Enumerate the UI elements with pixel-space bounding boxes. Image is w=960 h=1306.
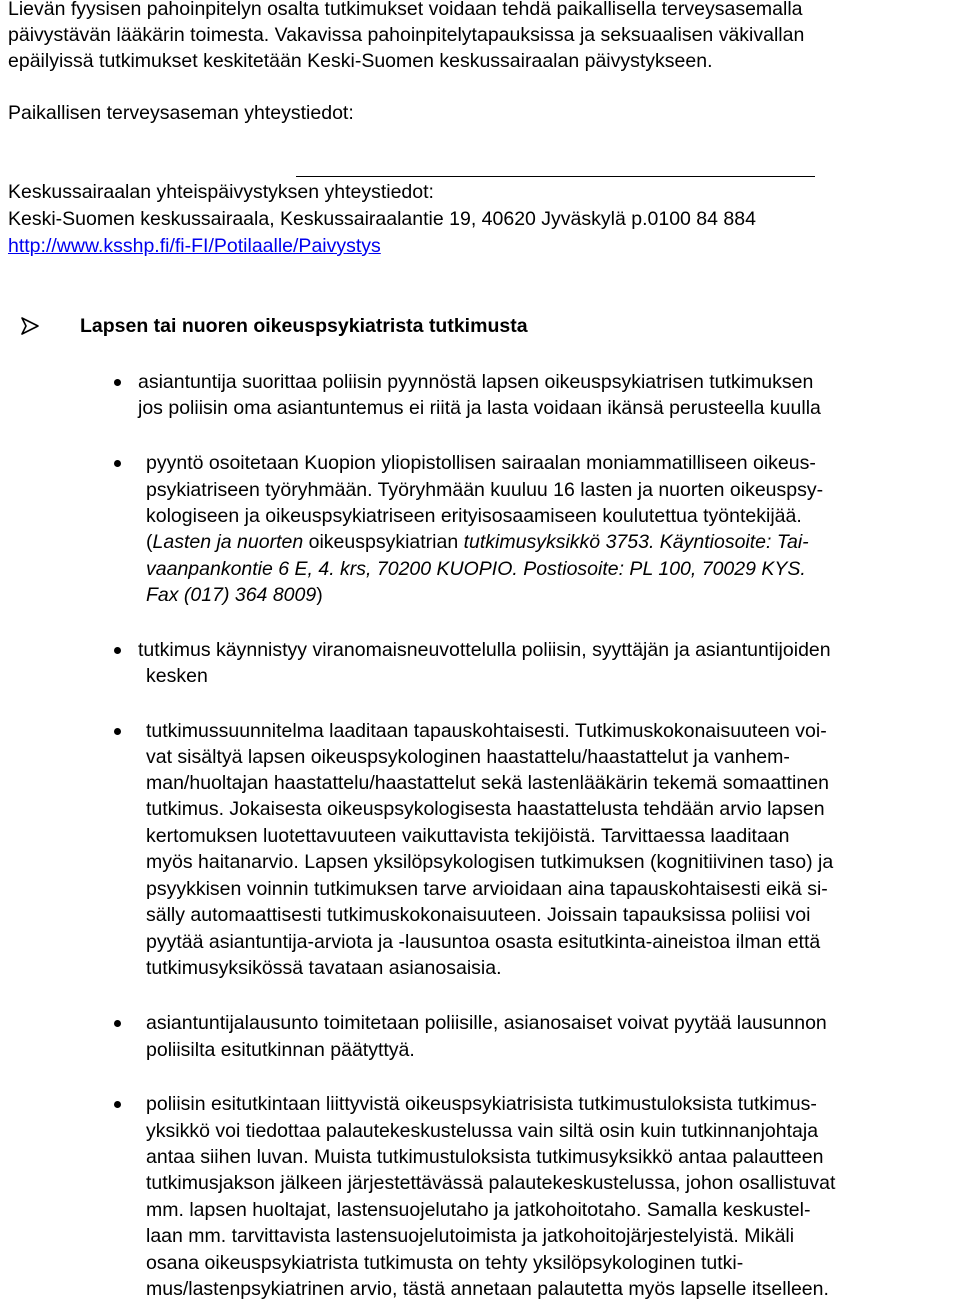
- list-item-line: laan mm. tarvittavista lastensuojelutoimista ja jatkohoitojärjestelyistä. Mikäli: [146, 1225, 795, 1247]
- list-item-line: poliisilta esitutkinnan päätyttyä.: [146, 1039, 415, 1061]
- list-item-line: tutkimusyksikössä tavataan asianosaisia.: [146, 957, 502, 979]
- intro-line: Lievän fyysisen pahoinpitelyn osalta tutkimukset voidaan tehdä paikallisella terveysasemalla: [8, 0, 803, 20]
- list-item-line: asiantuntija suorittaa poliisin pyynnöstä lapsen oikeuspsykiatrisen tutkimuksen: [138, 371, 814, 393]
- bullet-icon: [114, 1020, 121, 1027]
- bullet-icon: [114, 1101, 121, 1108]
- list-item-line: kologiseen ja oikeuspsykiatriseen erityisosaamiseen koulutettua työntekijää.: [146, 505, 802, 527]
- list-item-line: tutkimus käynnistyy viranomaisneuvottelulla poliisin, syyttäjän ja asiantuntijoiden: [138, 639, 831, 661]
- list-item-line: tutkimussuunnitelma laaditaan tapauskohtaisesti. Tutkimuskokonaisuuteen voi-: [146, 720, 827, 742]
- list-item-line: asiantuntijalausunto toimitetaan poliisille, asianosaiset voivat pyytää lausunnon: [146, 1012, 827, 1034]
- list-item-line: osana oikeuspsykiatrista tutkimusta on tehty yksilöpsykologinen tutki-: [146, 1252, 744, 1274]
- list-item-line: (Lasten ja nuorten oikeuspsykiatrian tutkimusyksikkö 3753. Käyntiosoite: Tai-: [146, 531, 809, 553]
- bullet-icon: [114, 460, 121, 467]
- intro-line: päivystävän lääkärin toimesta. Vakavissa pahoinpitelytapauksissa ja seksuaalisen väkivallan: [8, 24, 805, 46]
- blank-fill-line: [296, 176, 815, 177]
- list-item-line: myös haitanarvio. Lapsen yksilöpsykologisen tutkimuksen (kognitiivinen taso) ja: [146, 851, 834, 873]
- bullet-icon: [114, 379, 121, 386]
- list-item-line: mus/lastenpsykiatrinen arvio, tästä annetaan palautetta myös lapselle itselleen.: [146, 1278, 829, 1300]
- central-contact-label: Keskussairaalan yhteispäivystyksen yhteystiedot:: [8, 181, 434, 203]
- section-heading: Lapsen tai nuoren oikeuspsykiatrista tutkimusta: [80, 315, 528, 337]
- list-item-line: pyyntö osoitetaan Kuopion yliopistollisen sairaalan moniammatilliseen oikeus-: [146, 452, 816, 474]
- list-item-line: psyykkisen voinnin tutkimuksen tarve arvioidaan aina tapauskohtaisesti eikä si-: [146, 878, 828, 900]
- arrowhead-icon: [20, 316, 40, 336]
- list-item-line: sälly automaattisesti tutkimuskokonaisuuteen. Joissain tapauksissa poliisi voi: [146, 904, 811, 926]
- list-item-line: kesken: [146, 665, 208, 687]
- list-item-line: vaanpankontie 6 E, 4. krs, 70200 KUOPIO. Postiosoite: PL 100, 70029 KYS.: [146, 558, 806, 580]
- list-item-line: tutkimusjakson jälkeen järjestettävässä palautekeskustelussa, johon osallistuvat: [146, 1172, 836, 1194]
- list-item-line: vat sisältyä lapsen oikeuspsykologinen haastattelu/haastattelut ja vanhem-: [146, 746, 790, 768]
- list-item-line: antaa siihen luvan. Muista tutkimustuloksista tutkimusyksikkö antaa palautteen: [146, 1146, 824, 1168]
- central-address: Keski-Suomen keskussairaala, Keskussairaalantie 19, 40620 Jyväskylä p.0100 84 884: [8, 208, 756, 230]
- list-item-line: poliisin esitutkintaan liittyvistä oikeuspsykiatrisista tutkimustuloksista tutkimus-: [146, 1093, 817, 1115]
- list-item-line: man/huoltajan haastattelu/haastattelut sekä lastenlääkärin tekemä somaattinen: [146, 772, 829, 794]
- intro-line: epäilyissä tutkimukset keskitetään Keski-Suomen keskussairaalan päivystykseen.: [8, 50, 713, 72]
- local-contact-label: Paikallisen terveysaseman yhteystiedot:: [8, 102, 354, 124]
- list-item-line: mm. lapsen huoltajat, lastensuojelutaho ja jatkohoitotaho. Samalla keskustel-: [146, 1199, 811, 1221]
- emergency-link[interactable]: http://www.ksshp.fi/fi-FI/Potilaalle/Paivystys: [8, 235, 381, 257]
- list-item-line: pyytää asiantuntija-arviota ja -lausuntoa osasta esitutkinta-aineistoa ilman että: [146, 931, 821, 953]
- list-item-line: psykiatriseen työryhmään. Työryhmään kuuluu 16 lasten ja nuorten oikeuspsy-: [146, 479, 824, 501]
- list-item-line: tutkimus. Jokaisesta oikeuspsykologisesta haastattelusta tehdään arvio lapsen: [146, 798, 825, 820]
- list-item-line: jos poliisin oma asiantuntemus ei riitä ja lasta voidaan ikänsä perusteella kuulla: [138, 397, 821, 419]
- bullet-icon: [114, 728, 121, 735]
- list-item-line: yksikkö voi tiedottaa palautekeskustelussa vain siltä osin kuin tutkinnanjohtaja: [146, 1120, 819, 1142]
- bullet-icon: [114, 647, 121, 654]
- list-item-line: kertomuksen luotettavuuteen vaikuttavista tekijöistä. Tarvittaessa laaditaan: [146, 825, 790, 847]
- list-item-line: Fax (017) 364 8009): [146, 584, 323, 606]
